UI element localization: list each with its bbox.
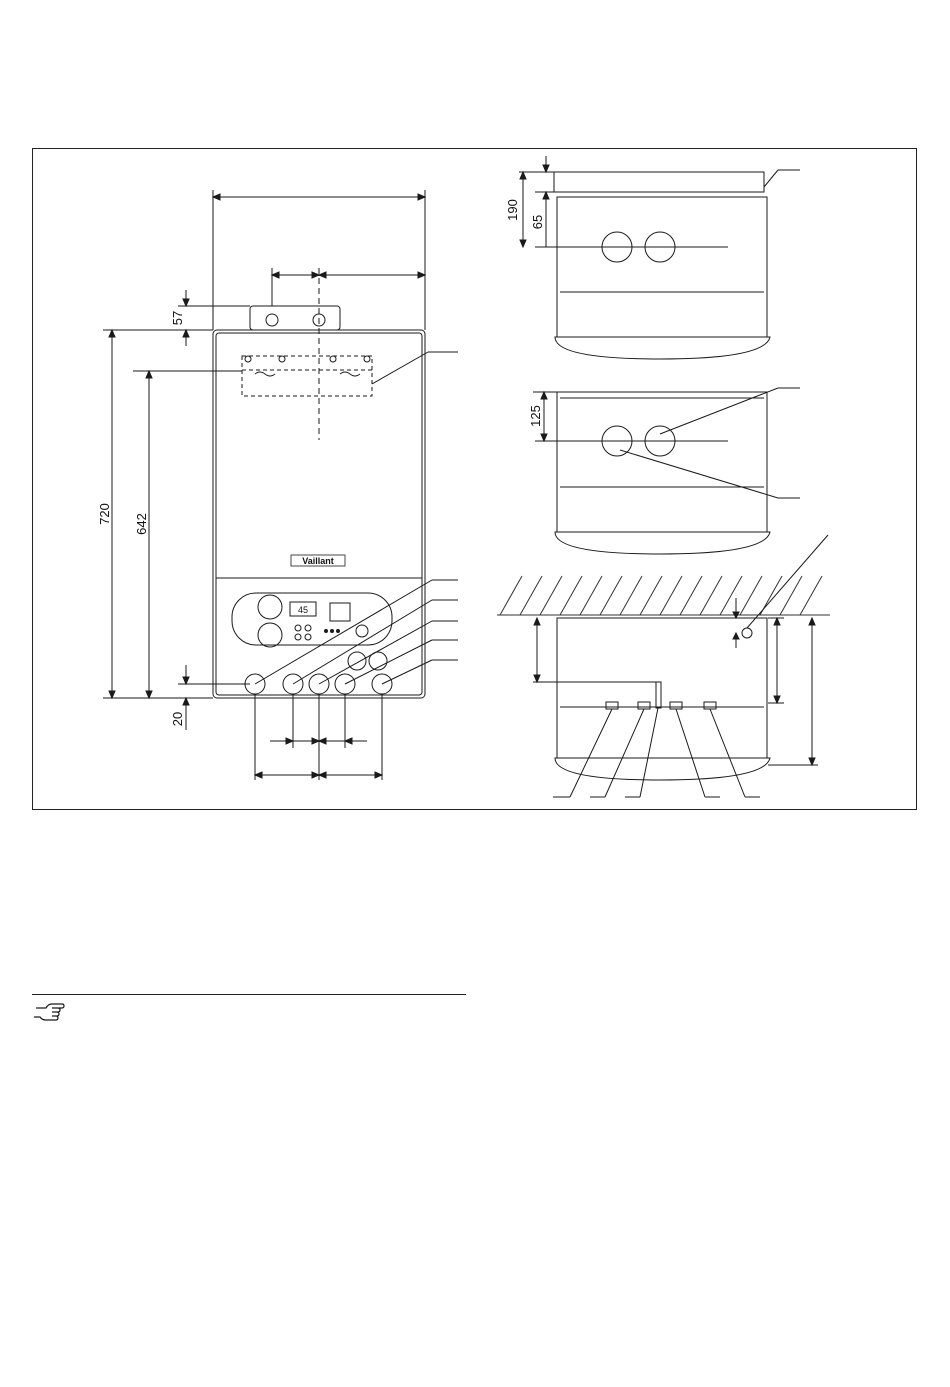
dim-190: 190 xyxy=(505,199,520,221)
dim-57: 57 xyxy=(170,310,185,326)
display-reading: 45 xyxy=(297,605,309,615)
front-view xyxy=(103,190,458,780)
dim-125: 125 xyxy=(528,405,543,427)
top-view-rear-flue xyxy=(519,156,800,359)
dim-720: 720 xyxy=(97,503,112,525)
dim-65: 65 xyxy=(530,214,545,230)
bottom-view-connections xyxy=(497,535,830,797)
top-view-side-flue xyxy=(533,388,800,554)
note-divider xyxy=(32,994,466,995)
dim-20: 20 xyxy=(170,711,185,727)
pointing-hand-icon xyxy=(34,1002,66,1022)
dim-642: 642 xyxy=(134,513,149,535)
brand-logo: Vaillant xyxy=(302,556,334,566)
